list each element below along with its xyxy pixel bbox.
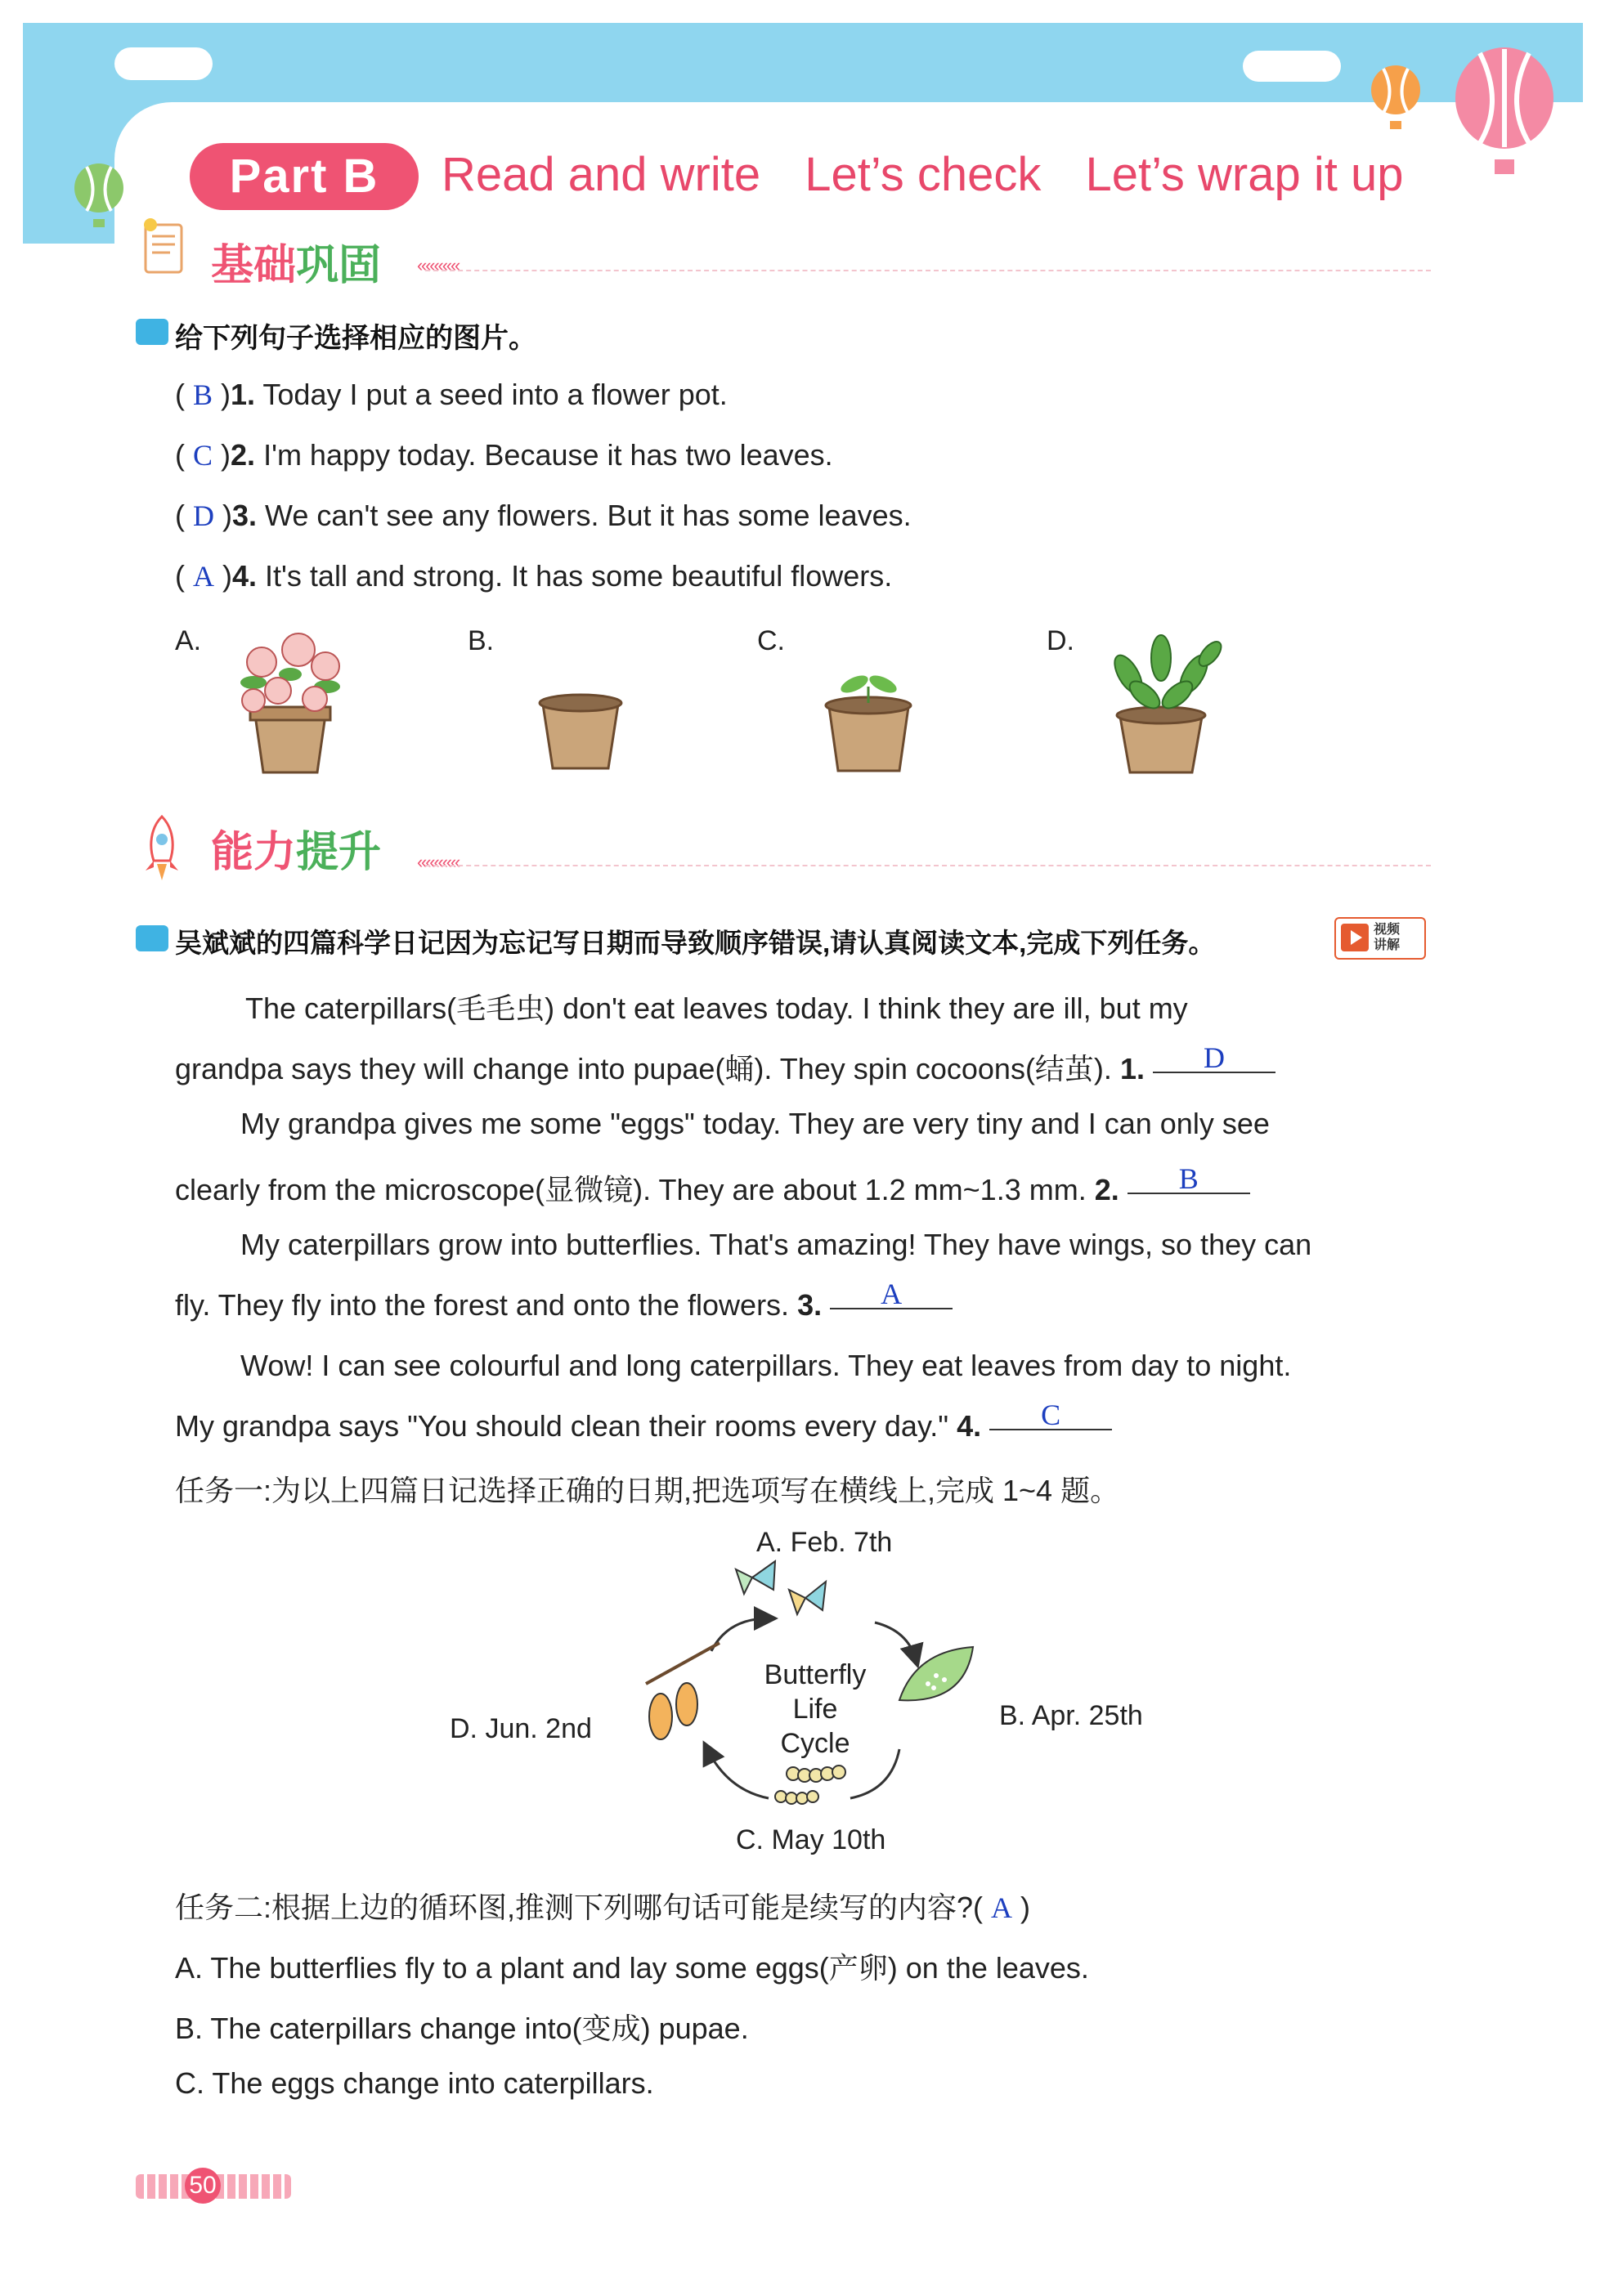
butterfly-icon [736,1561,826,1614]
notebook-icon [136,217,193,278]
video-explanation-button[interactable] [1334,917,1426,960]
cloud-decoration [114,47,213,80]
play-icon [1341,924,1369,951]
cloud-decoration [1243,51,1341,82]
video-badge-label: 视频 讲解 [1374,923,1401,952]
question-number-badge [136,319,168,345]
hot-air-balloon-icon [70,162,128,235]
option-label: C. [757,625,785,656]
question-number-badge [136,925,168,951]
sentence-item: ( B )1. Today I put a seed into a flower pot. [175,378,728,411]
page-title [442,147,1435,202]
leafy-plant-pot-icon [1096,625,1226,777]
passage-line: The caterpillars(毛毛虫) don't eat leaves today. I think they are ill, but my [245,991,1188,1025]
option-label: A. [175,625,202,656]
caterpillar-icon [775,1766,845,1804]
passage-line: My grandpa says "You should clean their rooms every day." 4. C [175,1409,1112,1443]
answer-mark: B [193,378,213,411]
divider [425,865,1431,866]
answer-blank: B [1128,1165,1250,1194]
task-one: 任务一:为以上四篇日记选择正确的日期,把选项写在横线上,完成 1~4 题。 [175,1474,1120,1507]
sentence-item: ( A )4. It's tall and strong. It has some beautiful flowers. [175,559,893,593]
flowering-plant-pot-icon [221,625,360,777]
answer-blank: A [830,1280,953,1309]
cycle-label-top: A. Feb. 7th [756,1527,893,1558]
choice-item: B. The caterpillars change into(变成) pupae. [175,2012,749,2045]
question-title: 给下列句子选择相应的图片。 [175,323,536,354]
task-two: 任务二:根据上边的循环图,推测下列哪句话可能是续写的内容?( A ) [175,1891,1031,1924]
cycle-center-label: Butterfly Life Cycle [764,1659,867,1759]
title-read-and-write: Read and write [442,148,761,201]
answer-mark: A [991,1891,1013,1924]
question-title: 吴斌斌的四篇科学日记因为忘记写日期而导致顺序错误,请认真阅读文本,完成下列任务。 [175,928,1216,958]
answer-mark: C [193,439,213,472]
passage-line: Wow! I can see colourful and long caterpillars. They eat leaves from day to night. [240,1349,1292,1382]
passage-line: grandpa says they will change into pupae(蛹). They spin cocoons(结茧). 1. D [175,1046,1275,1088]
choice-item: A. The butterflies fly to a plant and lay some eggs(产卵) on the leaves. [175,1951,1089,1985]
divider [425,270,1431,271]
cycle-label-right: B. Apr. 25th [999,1700,1143,1731]
sentence-item: ( D )3. We can't see any flowers. But it has some leaves. [175,499,912,532]
page-number: 50 [185,2168,221,2204]
leaf-with-eggs-icon [899,1647,973,1700]
answer-blank: C [989,1401,1112,1430]
hot-air-balloon-icon [1367,64,1424,137]
cocoon-icon [646,1643,720,1739]
option-label: D. [1047,625,1074,656]
section-heading-basic: 基础巩固 [211,242,382,289]
rocket-icon [139,813,185,883]
sprout-pot-icon [818,666,920,777]
answer-mark: D [193,499,214,532]
passage-line: clearly from the microscope(显微镜). They are about 1.2 mm~1.3 mm. 2. B [175,1167,1250,1209]
answer-mark: A [193,560,214,593]
passage-line: fly. They fly into the forest and onto the flowers. 3. A [175,1288,953,1323]
title-lets-check: Let’s check [805,148,1042,201]
passage-line: My grandpa gives me some "eggs" today. They are very tiny and I can only see [240,1107,1270,1140]
chevron-decoration: ««««« [417,852,460,872]
cycle-label-bottom: C. May 10th [736,1824,886,1855]
hot-air-balloon-icon [1447,45,1562,184]
title-lets-wrap-it-up: Let’s wrap it up [1085,148,1404,201]
butterfly-life-cycle-diagram [630,1553,989,1823]
empty-flower-pot-icon [531,687,630,777]
part-label: Part B [190,143,419,210]
answer-blank: D [1153,1044,1275,1073]
cycle-label-left: D. Jun. 2nd [450,1713,592,1744]
sentence-item: ( C )2. I'm happy today. Because it has two leaves. [175,438,833,472]
section-heading-advanced: 能力提升 [211,829,382,876]
passage-line: My caterpillars grow into butterflies. That's amazing! They have wings, so they can [240,1228,1312,1261]
choice-item: C. The eggs change into caterpillars. [175,2066,654,2100]
chevron-decoration: ««««« [417,255,460,275]
option-label: B. [468,625,495,656]
